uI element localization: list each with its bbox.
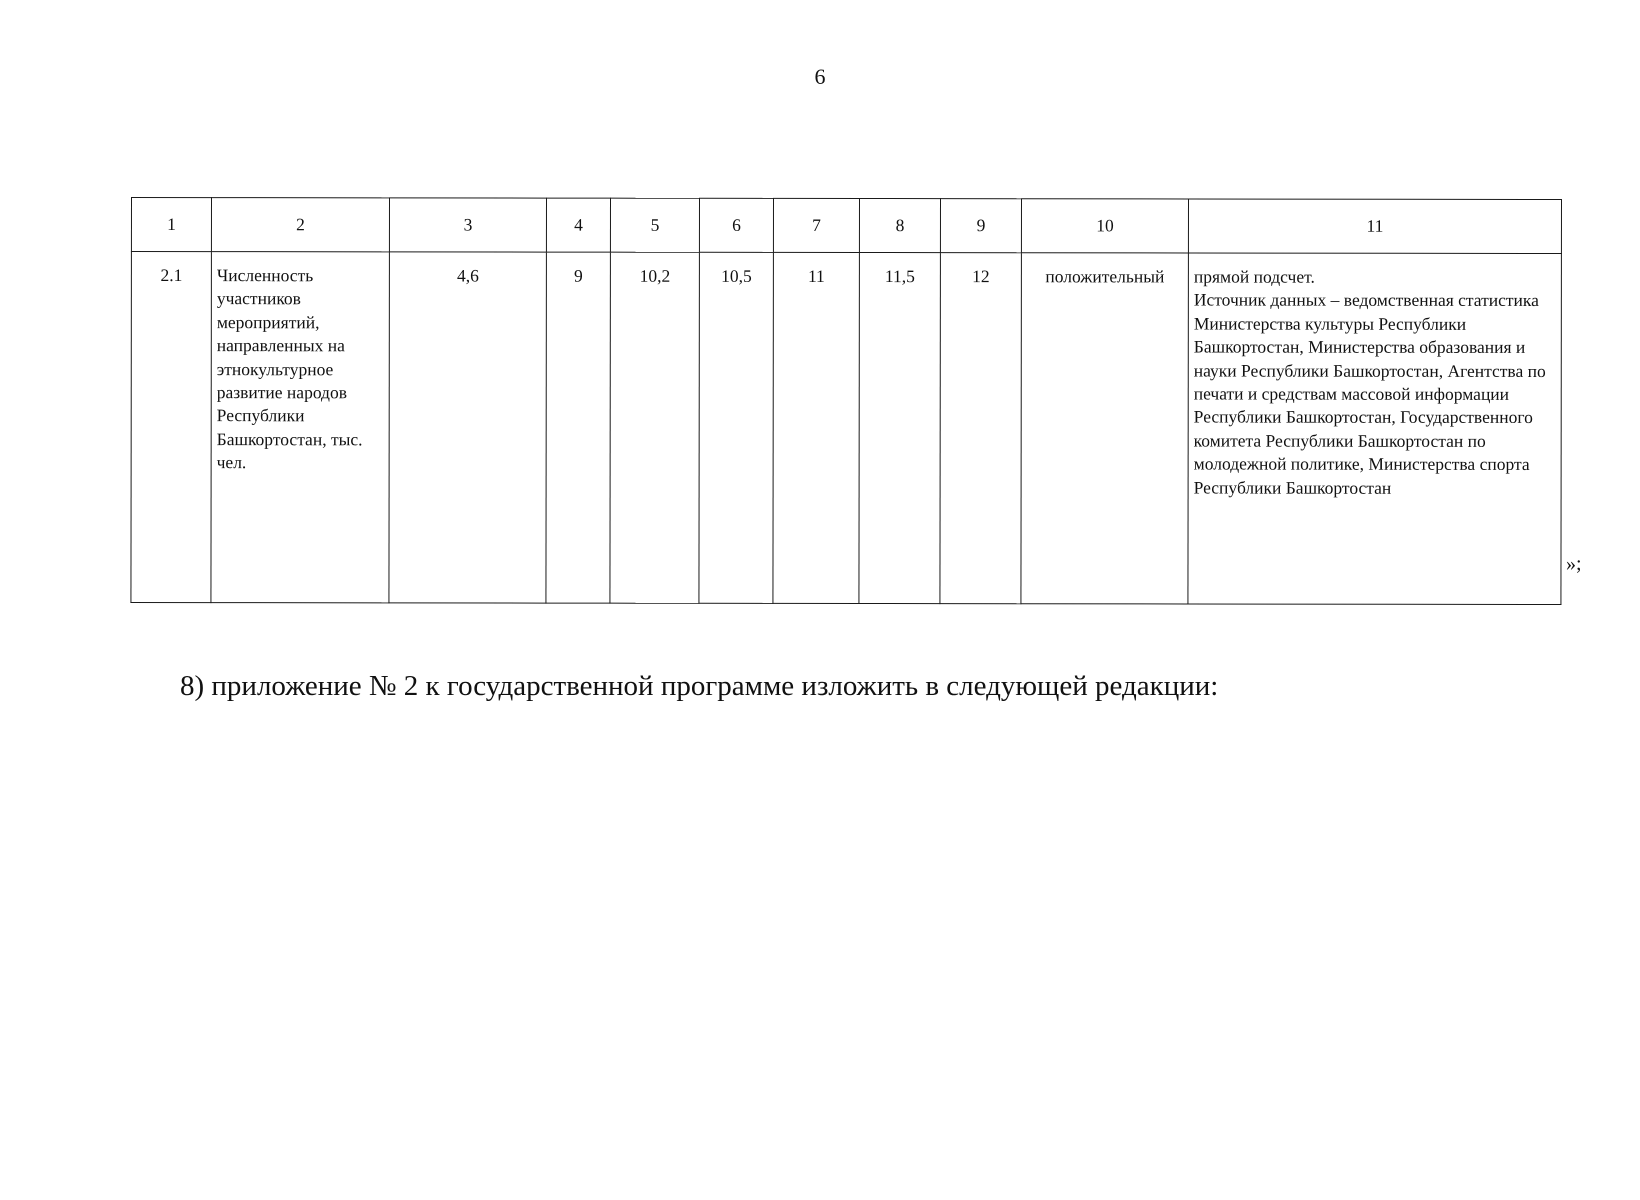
closing-quote: »;	[1566, 553, 1582, 575]
indicator-name-cell: Численность участников мероприятий, направленных на этнокультурное развитие народов Республики Башкортостан, тыс. чел.	[211, 252, 389, 603]
value-cell: 9	[546, 252, 610, 603]
method-description: Источник данных – ведомственная статистика Министерства культуры Республики Башкортостан, Министерства образования и науки Республики Башкортостан, Агентства по печати и средствам массовой информации Республики Башкортостан, Государственного комитета Республики Башкортостан по молодежной политике, Министерства спорта Республики Башкортостан	[1193, 289, 1546, 498]
table-header-row	[131, 198, 1561, 254]
value-cell: 10,2	[610, 252, 699, 603]
column-number-cell: 8	[859, 199, 940, 253]
method-cell	[1188, 253, 1561, 605]
row-number-cell: 2.1	[131, 252, 211, 603]
column-number-cell: 5	[610, 198, 699, 252]
value-cell: 4,6	[389, 252, 546, 603]
column-number-cell: 9	[940, 199, 1021, 253]
column-number-cell: 3	[389, 198, 546, 252]
column-number-cell: 1	[131, 198, 211, 252]
page-number: 6	[814, 64, 826, 89]
column-number-cell: 10	[1021, 199, 1188, 253]
value-cell: 11	[773, 252, 859, 603]
table-row	[131, 252, 1561, 605]
column-number-cell: 4	[546, 198, 610, 252]
indicators-table	[130, 197, 1562, 605]
value-cell: 12	[940, 253, 1021, 604]
column-number-cell: 7	[773, 198, 859, 252]
column-number-cell: 6	[699, 198, 773, 252]
column-number-cell: 2	[211, 198, 389, 252]
column-number-cell: 11	[1188, 199, 1561, 254]
method-title: прямой подсчет.	[1193, 266, 1315, 287]
value-cell: 11,5	[859, 253, 940, 604]
trend-cell: положительный	[1021, 253, 1188, 604]
value-cell: 10,5	[699, 252, 773, 603]
amendment-paragraph: 8) приложение № 2 к государственной программе изложить в следующей редакции:	[180, 670, 1219, 702]
